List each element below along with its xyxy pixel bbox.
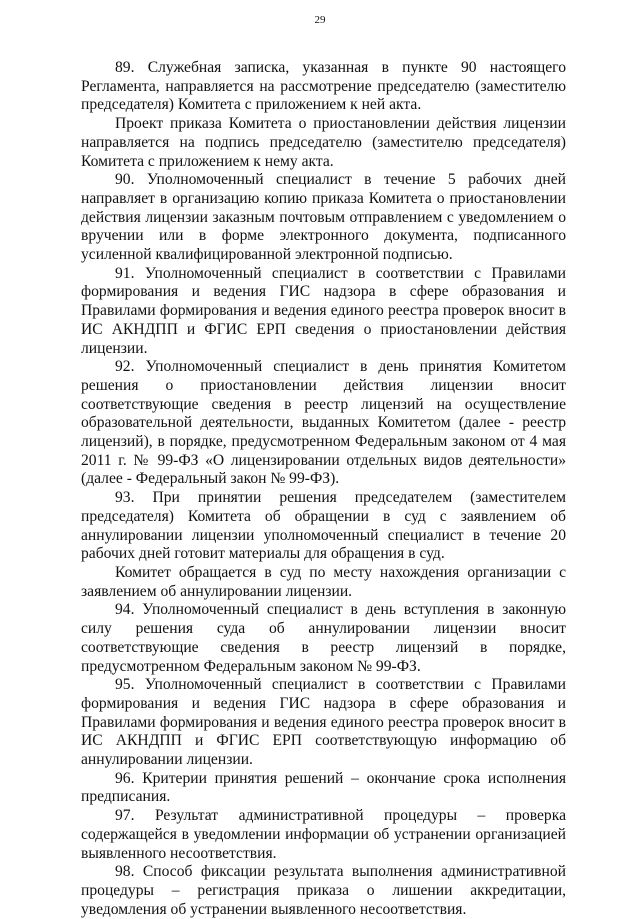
paragraph-93: 93. При принятии решения председателем (заместителем председателя) Комитета об обращении в суд с заявлением об аннулировании лицензии уполномоченный специалист в течение 20 рабочих дней готовит материалы для обращения в суд. xyxy=(81,489,566,563)
paragraph-89: 89. Служебная записка, указанная в пункте 90 настоящего Регламента, направляется на рассмотрение председателю (заместителю председателя) Комитета с приложением к ней акта. xyxy=(81,59,566,114)
paragraph-draft-order: Проект приказа Комитета о приостановлении действия лицензии направляется на подпись председателю (заместителю председателя) Комитета с приложением к нему акта. xyxy=(81,115,566,170)
paragraph-95: 95. Уполномоченный специалист в соответствии с Правилами формирования и ведения ГИС надзора в сфере образования и Правилами формирования и ведения единого реестра проверок вносит в ИС АКНДПП и ФГИС ЕРП соответствующую информацию об аннулировании лицензии. xyxy=(81,676,566,769)
paragraph-98: 98. Способ фиксации результата выполнения административной процедуры – регистрация приказа о лишении аккредитации, уведомления об устранении выявленного несоответствия. xyxy=(81,863,566,918)
paragraph-94: 94. Уполномоченный специалист в день вступления в законную силу решения суда об аннулировании лицензии вносит соответствующие сведения в реестр лицензий в порядке, предусмотренном Федеральным законом № 99-ФЗ. xyxy=(81,601,566,675)
document-body xyxy=(81,59,566,919)
paragraph-90: 90. Уполномоченный специалист в течение 5 рабочих дней направляет в организацию копию приказа Комитета о приостановлении действия лицензии заказным почтовым отправлением с уведомлением о вручении или в форме электронного документа, подписанного усиленной квалифицированной электронной подписью. xyxy=(81,171,566,264)
page-number: 29 xyxy=(314,14,326,26)
paragraph-97: 97. Результат административной процедуры – проверка содержащейся в уведомлении информации об устранении организацией выявленного несоответствия. xyxy=(81,807,566,862)
paragraph-91: 91. Уполномоченный специалист в соответствии с Правилами формирования и ведения ГИС надзора в сфере образования и Правилами формирования и ведения единого реестра проверок вносит в ИС АКНДПП и ФГИС ЕРП сведения о приостановлении действия лицензии. xyxy=(81,264,566,357)
paragraph-court-appeal: Комитет обращается в суд по месту нахождения организации с заявлением об аннулировании лицензии. xyxy=(81,563,566,600)
paragraph-96: 96. Критерии принятия решений – окончание срока исполнения предписания. xyxy=(81,769,566,806)
paragraph-92: 92. Уполномоченный специалист в день принятия Комитетом решения о приостановлении действия лицензии вносит соответствующие сведения в реестр лицензий на осуществление образовательной деятельности, выданных Комитетом (далее - реестр лицензий), в порядке, предусмотренном Федеральным законом от 4 мая 2011 г. № 99-ФЗ «О лицензировании отдельных видов деятельности» (далее - Федеральный закон № 99-ФЗ). xyxy=(81,358,566,488)
